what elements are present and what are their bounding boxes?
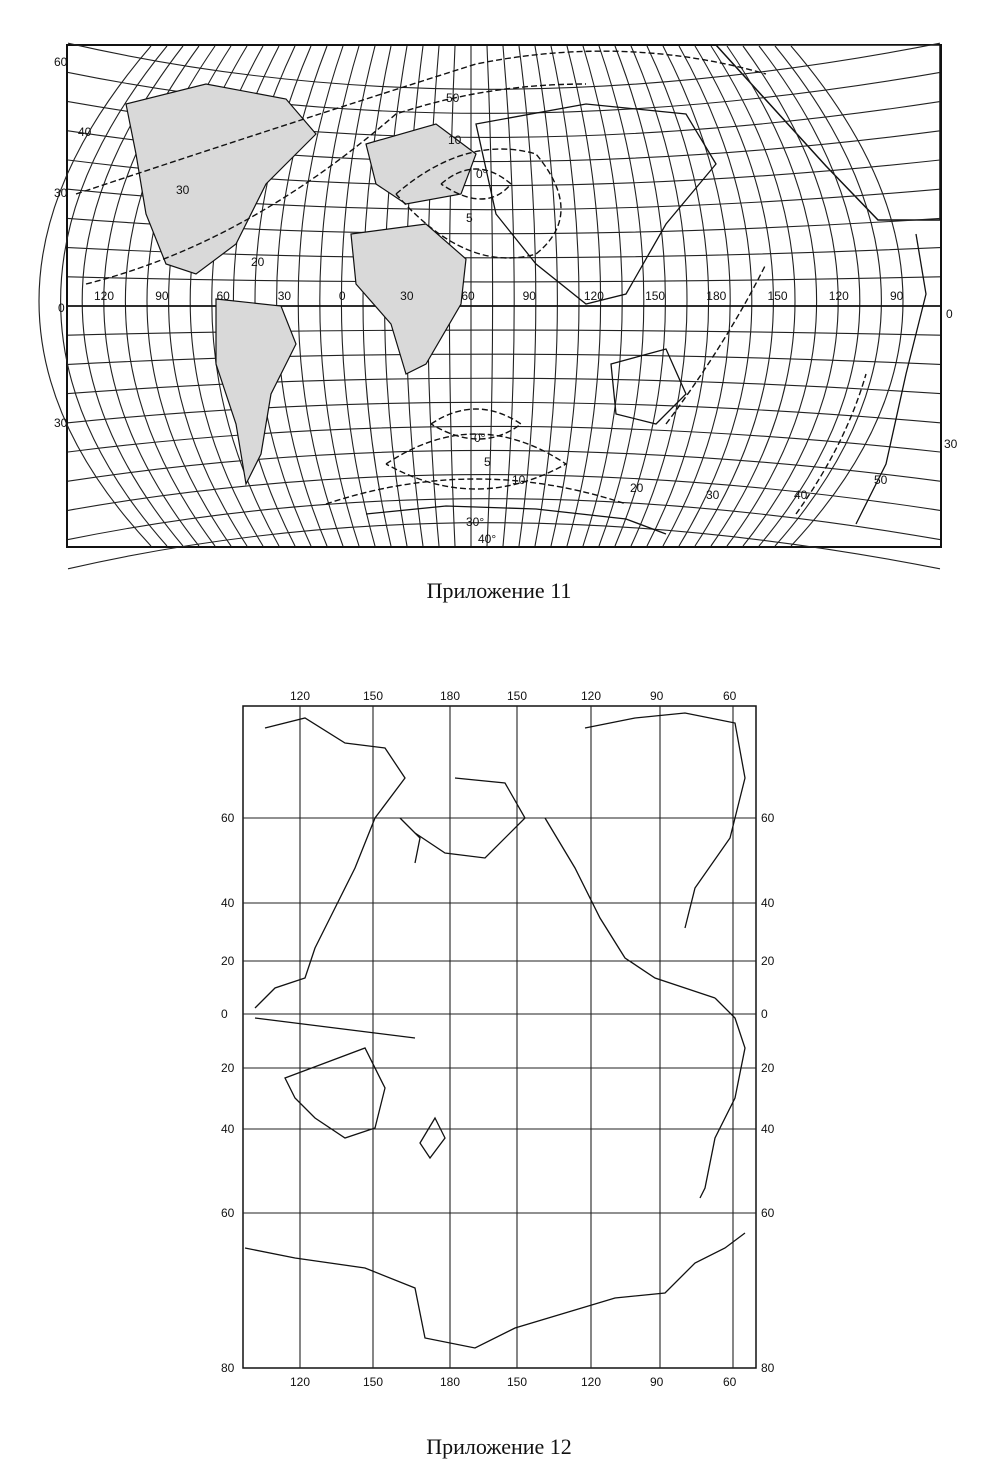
world-map-appendix-11 — [54, 44, 958, 548]
lat-label-left: 0 — [221, 1007, 228, 1021]
lon-label-top: 90 — [650, 689, 664, 703]
isoline-label: 40 — [78, 125, 92, 139]
lat-label: 30 — [54, 186, 68, 200]
lon-label-top: 180 — [440, 689, 461, 703]
isoline-label: 10 — [448, 133, 462, 147]
isoline-label: 20 — [630, 481, 644, 495]
lon-label-bottom: 180 — [440, 1375, 461, 1389]
pacific-map-appendix-12 — [215, 688, 780, 1388]
lat-label-right: 40 — [761, 896, 775, 910]
lon-label-bottom: 150 — [507, 1375, 528, 1389]
lon-label-top: 150 — [507, 689, 528, 703]
isoline-label: 0° — [476, 167, 488, 181]
lon-label-top: 120 — [581, 689, 602, 703]
lat-label-right: 60 — [761, 811, 775, 825]
lon-label: 90 — [890, 289, 904, 303]
lon-label: 150 — [767, 289, 788, 303]
lat-label-left: 60 — [221, 811, 235, 825]
lon-label: 150 — [645, 289, 666, 303]
caption-appendix-12: Приложение 12 — [426, 1434, 572, 1459]
lat-label-right: 40 — [761, 1122, 775, 1136]
lon-label-bottom: 90 — [650, 1375, 664, 1389]
lat-label-left: 40 — [221, 896, 235, 910]
lat-label-right: 20 — [761, 954, 775, 968]
lon-label-top: 60 — [723, 689, 737, 703]
lon-label: 60 — [216, 289, 230, 303]
lat-label-left: 60 — [221, 1206, 235, 1220]
lat-label-right: 0 — [761, 1007, 768, 1021]
lat-label-left: 20 — [221, 954, 235, 968]
isoline-label: 30 — [706, 488, 720, 502]
isoline-label: 20 — [251, 255, 265, 269]
lon-label-top: 120 — [290, 689, 311, 703]
lon-label-bottom: 120 — [290, 1375, 311, 1389]
isoline-label: 50 — [874, 473, 888, 487]
lon-label: 180 — [706, 289, 727, 303]
lon-label: 120 — [583, 289, 604, 303]
lat-label-left: 40 — [221, 1122, 235, 1136]
lat-label: 0 — [58, 301, 65, 315]
lon-label: 30 — [400, 289, 414, 303]
lon-label: 60 — [461, 289, 475, 303]
isoline-label: 40° — [478, 532, 497, 546]
lat-label-right: 20 — [761, 1061, 775, 1075]
lon-label-bottom: 60 — [723, 1375, 737, 1389]
isoline-label: 10 — [512, 473, 526, 487]
lat-label: 30 — [54, 416, 68, 430]
lon-label: 120 — [94, 289, 115, 303]
latitude-labels-left — [221, 811, 235, 1375]
lat-label-right: 80 — [761, 1361, 775, 1375]
lon-label-top: 150 — [363, 689, 384, 703]
lat-label-left: 20 — [221, 1061, 235, 1075]
isoline-label: 30° — [466, 515, 485, 529]
isoline-label: 50 — [446, 91, 460, 105]
lat-label-right: 30 — [944, 437, 958, 451]
lat-label-right: 0 — [946, 307, 953, 321]
lat-label-right: 60 — [761, 1206, 775, 1220]
longitude-labels-top — [290, 689, 737, 703]
lon-label: 90 — [522, 289, 536, 303]
lon-label: 0 — [338, 289, 346, 303]
isoline-label: 40 — [794, 488, 808, 502]
lat-label: 60 — [54, 55, 68, 69]
lat-label-left: 80 — [221, 1361, 235, 1375]
isoline-label: 0° — [474, 431, 486, 445]
isoline-label: 5 — [484, 455, 491, 469]
longitude-labels-bottom — [290, 1375, 737, 1389]
lon-label: 90 — [155, 289, 169, 303]
map-frame — [243, 706, 756, 1368]
lon-label-bottom: 120 — [581, 1375, 602, 1389]
lon-label-bottom: 150 — [363, 1375, 384, 1389]
isoline-label: 5 — [466, 211, 473, 225]
lon-label: 120 — [828, 289, 849, 303]
caption-appendix-11: Приложение 11 — [426, 578, 572, 603]
lon-label: 30 — [277, 289, 292, 303]
isoline-label: 30 — [176, 183, 190, 197]
latitude-labels-right — [761, 811, 775, 1375]
